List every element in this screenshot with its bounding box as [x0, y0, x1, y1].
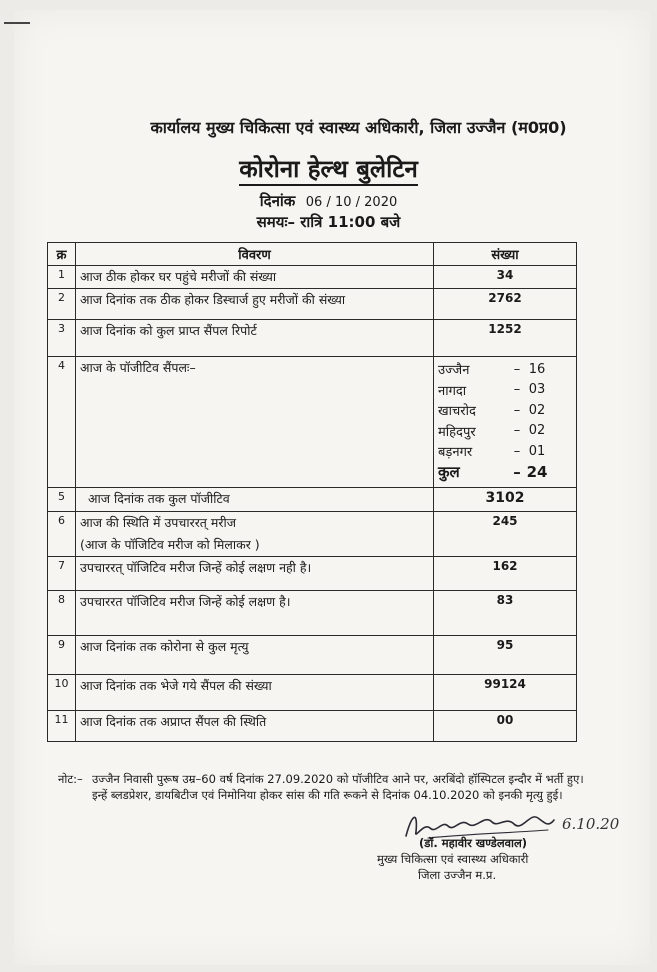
table-row: 9 आज दिनांक तक कोरोना से कुल मृत्यु 95	[48, 636, 577, 675]
list-item: महिदपुर – 02	[438, 423, 546, 440]
bulletin-title: कोरोना हेल्थ बुलेटिन	[239, 155, 418, 186]
list-item: नागदा – 03	[438, 382, 546, 399]
signatory-name: (डॉ. महावीर खण्डेलवाल)	[419, 836, 528, 850]
list-item: उज्जैन – 16	[438, 361, 546, 379]
note-label: नोट:–	[58, 772, 83, 786]
table-row-positive-samples: 4 आज के पॉजीटिव सैंपलः– उज्जैन – 16 नागदा – 03 खाचरोद – 02 महिदपुर – 02 बड़नगर – 01 कुल – 24	[48, 357, 577, 488]
table-row: 11 आज दिनांक तक अप्राप्त सैंपल की स्थिति 00	[48, 711, 577, 742]
office-name: कार्यालय मुख्य चिकित्सा एवं स्वास्थ्य अधिकारी, जिला उज्जैन (म0प्र0)	[150, 118, 567, 137]
signature-date: 6.10.20	[562, 815, 620, 833]
signatory-place: जिला उज्जैन म.प्र.	[418, 868, 497, 882]
header-no: क्र	[48, 243, 76, 266]
header-desc: विवरण	[76, 243, 434, 266]
date-value: 06 / 10 / 2020	[305, 195, 398, 210]
header-value: संख्या	[434, 243, 577, 266]
table-row: 1 आज ठीक होकर घर पहुंचे मरीजों की संख्या 34	[48, 266, 577, 289]
pen-mark	[4, 22, 30, 24]
bulletin-time: समयः– रात्रि 11:00 बजे	[256, 213, 401, 231]
table-row: 2 आज दिनांक तक ठीक होकर डिस्चार्ज हुए मरीजों की संख्या 2762	[48, 289, 577, 320]
note-text: उज्जैन निवासी पुरूष उम्र–60 वर्ष दिनांक 27.09.2020 को पॉजीटिव आने पर, अरबिंदो हॉस्पिटल इन्दौर में भर्ती हुए। इन्हें ब्लडप्रेशर, डायबिटीज एवं निमोनिया होकर सांस की गति रूकने से दिनांक 04.10.2020 को इनकी मृत्यु हुई।	[92, 772, 584, 802]
table-row: 8 उपचाररत पॉजिटिव मरीज जिन्हें कोई लक्षण है। 83	[48, 591, 577, 636]
note-block	[58, 771, 588, 803]
table-row: 3 आज दिनांक को कुल प्राप्त सैंपल रिपोर्ट 1252	[48, 320, 577, 357]
table-row: 10 आज दिनांक तक भेजे गये सैंपल की संख्या 99124	[48, 675, 577, 711]
signatory-designation: मुख्य चिकित्सा एवं स्वास्थ्य अधिकारी	[377, 852, 529, 866]
total-item: कुल – 24	[438, 462, 548, 481]
table-header-row	[48, 243, 577, 266]
bulletin-date: दिनांक 06 / 10 / 2020	[259, 192, 398, 210]
table-row: 7 उपचाररत् पॉजिटिव मरीज जिन्हें कोई लक्षण नही है। 162	[48, 557, 577, 591]
table-row: 5 आज दिनांक तक कुल पॉजीटिव 3102	[48, 488, 577, 512]
table-row: 6 आज की स्थिति में उपचाररत् मरीज (आज के पॉजिटिव मरीज को मिलाकर ) 245	[48, 512, 577, 557]
positive-breakdown-cell	[434, 357, 577, 488]
positive-breakdown-list	[438, 359, 572, 482]
bulletin-table	[47, 242, 577, 742]
list-item: खाचरोद – 02	[438, 402, 546, 420]
list-item: बड़नगर – 01	[438, 443, 546, 461]
